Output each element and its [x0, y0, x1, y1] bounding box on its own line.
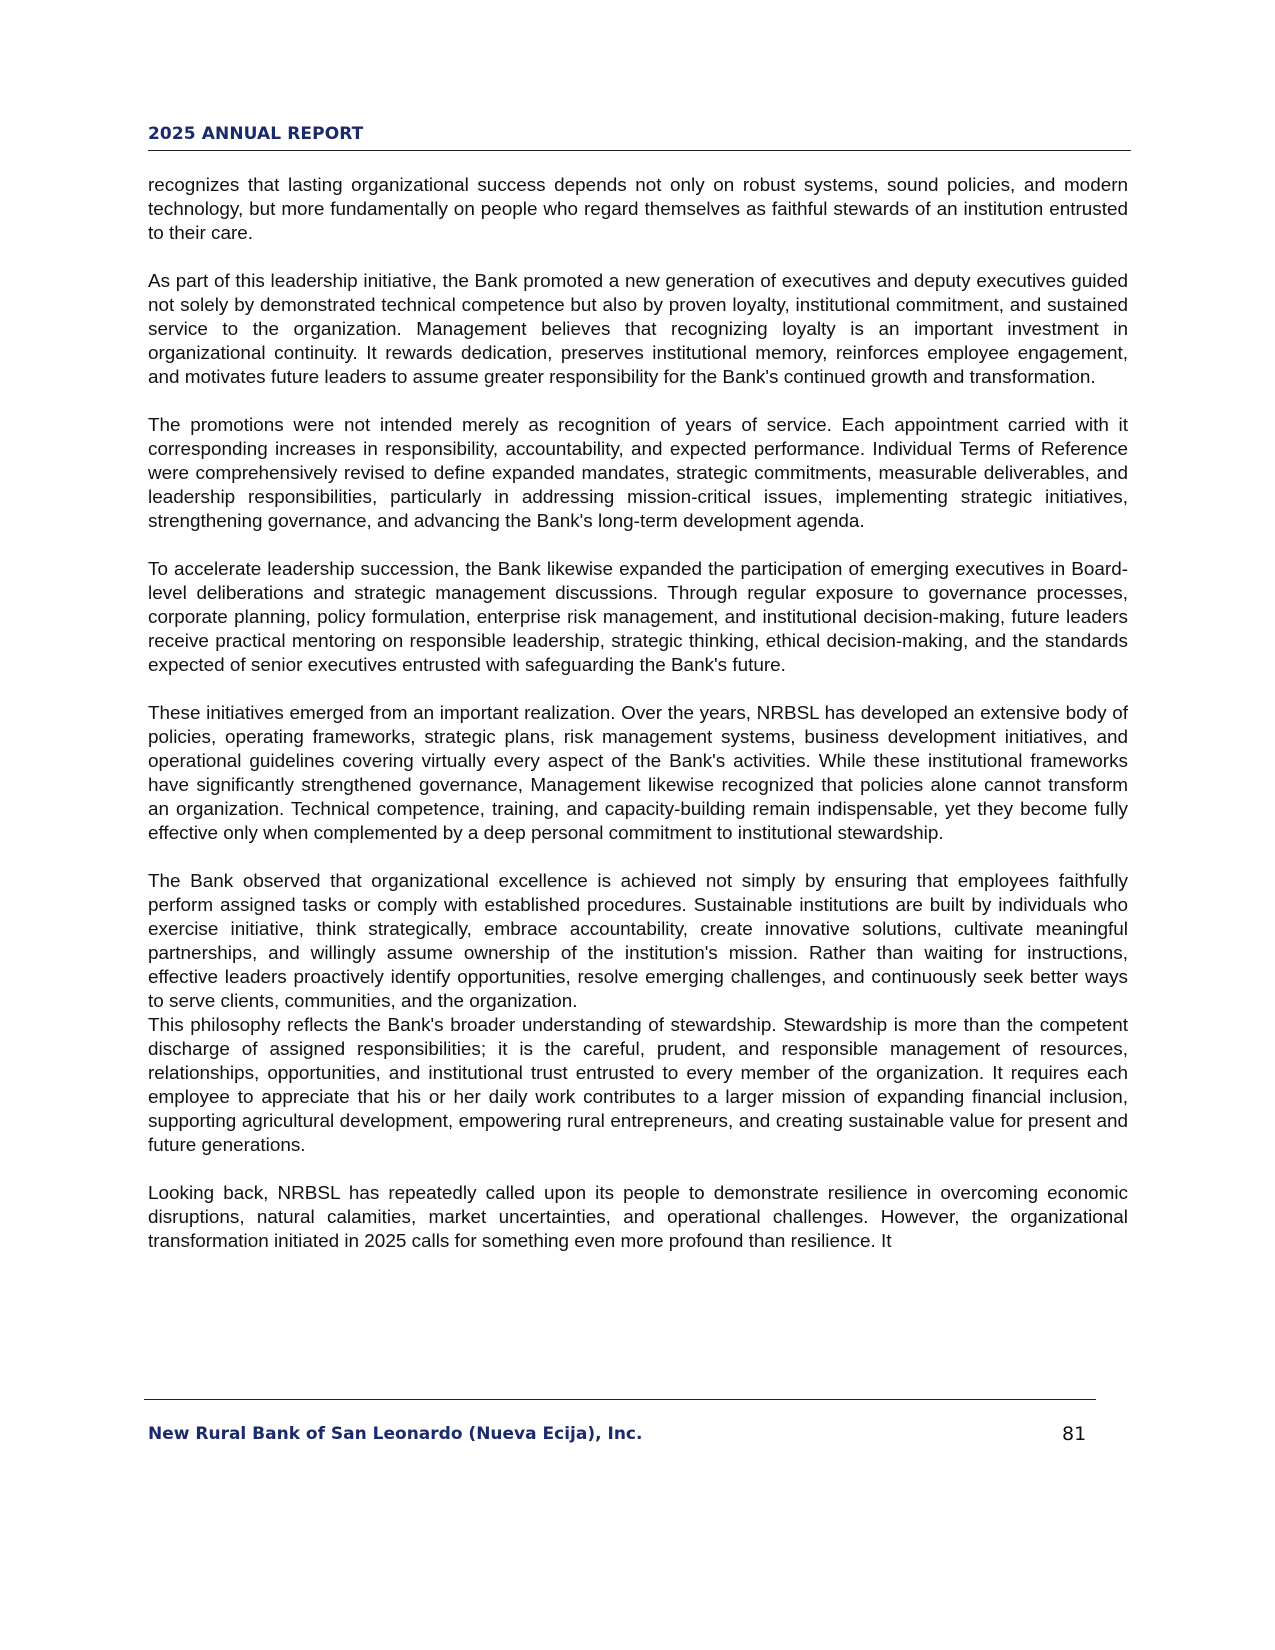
report-title: 2025 ANNUAL REPORT	[148, 124, 364, 144]
footer-divider	[144, 1399, 1096, 1400]
paragraph: The Bank observed that organizational excellence is achieved not simply by ensuring that employees faithfully perform assigned tasks or comply with established procedures. Sustainable institutions are built by individuals who exercise initiative, think strategically, embrace accountability, create innovative solutions, cultivate meaningful partnerships, and willingly assume ownership of the institution's mission. Rather than waiting for instructions, effective leaders proactively identify opportunities, resolve emerging challenges, and continuously seek better ways to serve clients, communities, and the organization.	[148, 871, 1128, 1012]
paragraph: Looking back, NRBSL has repeatedly called upon its people to demonstrate resilience in overcoming economic disruptions, natural calamities, market uncertainties, and operational challenges. However, the organizational transformation initiated in 2025 calls for something even more profound than resilience. It	[148, 1183, 1128, 1252]
page-header	[148, 118, 1131, 151]
paragraph: The promotions were not intended merely as recognition of years of service. Each appointment carried with it corresponding increases in responsibility, accountability, and expected performance. Individual Terms of Reference were comprehensively revised to define expanded mandates, strategic commitments, measurable deliverables, and leadership responsibilities, particularly in addressing mission-critical issues, implementing strategic initiatives, strengthening governance, and advancing the Bank's long-term development agenda.	[148, 415, 1128, 532]
paragraph: These initiatives emerged from an important realization. Over the years, NRBSL has developed an extensive body of policies, operating frameworks, strategic plans, risk management systems, business development initiatives, and operational guidelines covering virtually every aspect of the Bank's activities. While these institutional frameworks have significantly strengthened governance, Management likewise recognized that policies alone cannot transform an organization. Technical competence, training, and capacity-building remain indispensable, yet they become fully effective only when complemented by a deep personal commitment to institutional stewardship.	[148, 703, 1128, 844]
footer-bank-name: New Rural Bank of San Leonardo (Nueva Ecija), Inc.	[148, 1424, 643, 1444]
report-body	[148, 174, 1128, 1278]
paragraph: As part of this leadership initiative, the Bank promoted a new generation of executives and deputy executives guided not solely by demonstrated technical competence but also by proven loyalty, institutional commitment, and sustained service to the organization. Management believes that recognizing loyalty is an important investment in organizational continuity. It rewards dedication, preserves institutional memory, reinforces employee engagement, and motivates future leaders to assume greater responsibility for the Bank's continued growth and transformation.	[148, 271, 1128, 388]
paragraph: recognizes that lasting organizational success depends not only on robust systems, sound policies, and modern technology, but more fundamentally on people who regard themselves as faithful stewards of an institution entrusted to their care.	[148, 175, 1128, 244]
paragraph: To accelerate leadership succession, the Bank likewise expanded the participation of emerging executives in Board-level deliberations and strategic management discussions. Through regular exposure to governance processes, corporate planning, policy formulation, enterprise risk management, and institutional decision-making, future leaders receive practical mentoring on responsible leadership, strategic thinking, ethical decision-making, and the standards expected of senior executives entrusted with safeguarding the Bank's future.	[148, 559, 1128, 676]
paragraph: This philosophy reflects the Bank's broader understanding of stewardship. Stewardship is more than the competent discharge of assigned responsibilities; it is the careful, prudent, and responsible management of resources, relationships, opportunities, and institutional trust entrusted to every member of the organization. It requires each employee to appreciate that his or her daily work contributes to a larger mission of expanding financial inclusion, supporting agricultural development, empowering rural entrepreneurs, and creating sustainable value for present and future generations.	[148, 1015, 1128, 1156]
page-number: 81	[1062, 1423, 1087, 1445]
